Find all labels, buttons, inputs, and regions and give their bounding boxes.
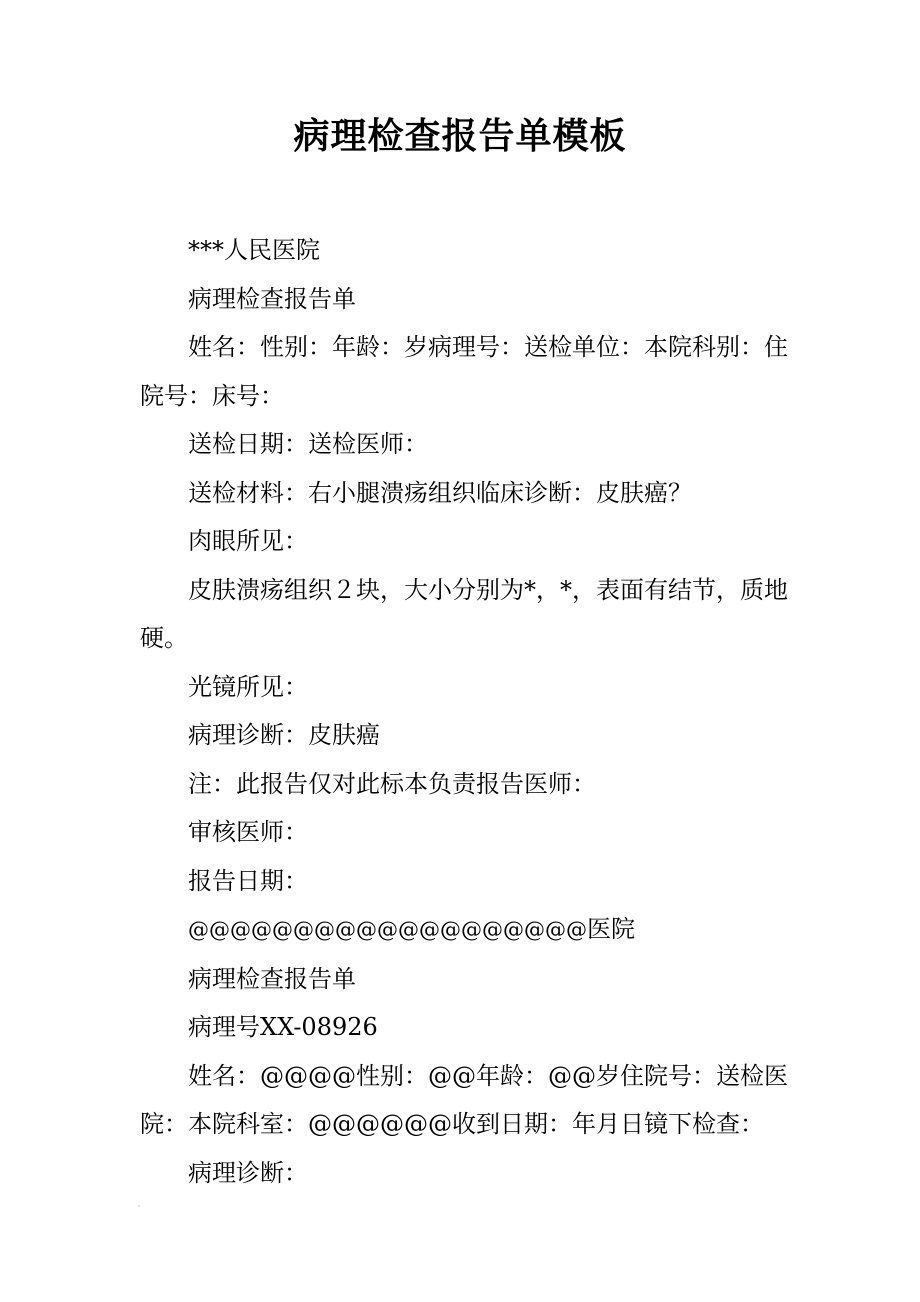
hospital-name-line: ***人民医院 (188, 236, 320, 264)
second-diagnosis-line: 病理诊断： (188, 1158, 308, 1187)
scan-speck (138, 1205, 140, 1207)
specimen-material-line: 送检材料：右小腿溃疡组织临床诊断：皮肤癌？ (188, 478, 692, 507)
reviewer-line: 审核医师： (188, 818, 308, 846)
gross-findings-label: 肉眼所见： (188, 527, 308, 555)
hospital-suffix: 医院 (587, 915, 635, 943)
second-report-heading-line: 病理检查报告单 (188, 964, 356, 993)
gross-findings-text: 皮肤溃疡组织２块，大小分别为*，*，表面有结节，质地硬。 (140, 575, 788, 652)
patient-info-line: 姓名：性别：年龄：岁病理号：送检单位：本院科别：住院号：床号： (140, 333, 788, 410)
submission-date-line: 送检日期：送检医师： (188, 430, 428, 458)
pathology-diagnosis-line: 病理诊断：皮肤癌 (188, 721, 380, 749)
second-hospital-line (140, 905, 800, 955)
microscopic-findings-label: 光镜所见： (188, 672, 308, 701)
note-line: 注：此报告仅对此标本负责报告医师： (188, 769, 596, 798)
report-heading-line: 病理检查报告单 (188, 284, 356, 313)
report-date-line: 报告日期： (188, 866, 308, 895)
hospital-placeholder: @@@@@@@@@@@@@@@@@@@ (188, 918, 587, 942)
document-body (140, 226, 800, 1197)
document-title: 病理检查报告单模板 (293, 115, 627, 157)
pathology-number-line: 病理号XX-08926 (188, 1013, 378, 1041)
second-patient-info-line: 姓名：@@@@性别：@@年龄：@@岁住院号：送检医院：本院科室：@@@@@@收到日期：年月日镜下检查： (140, 1061, 788, 1138)
